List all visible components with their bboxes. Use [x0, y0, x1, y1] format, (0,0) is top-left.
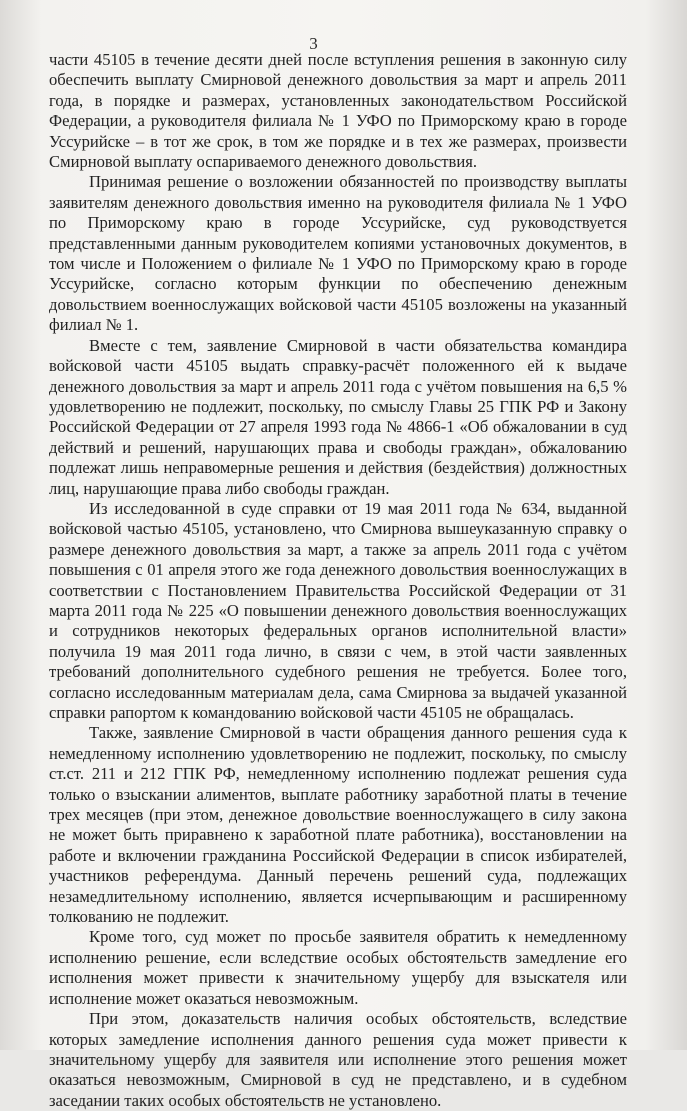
document-body	[49, 50, 627, 1111]
paragraph: Кроме того, суд может по просьбе заявителя обратить к немедленному исполнению решение, если вследствие особых обстоятельств замедление его исполнения может привести к значительному ущербу для взыскателя или исполнение может оказаться невозможным.	[49, 927, 627, 1008]
paragraph: Принимая решение о возложении обязанностей по производству выплаты заявителям денежного довольствия именно на руководителя филиала № 1 УФО по Приморскому краю в городе Уссурийске, суд руководствуется представленными данным руководителем копиями установочных документов, в том числе и Положением о филиале № 1 УФО по Приморскому краю в городе Уссурийске, согласно которым функции по обеспечению денежным довольствием военнослужащих войсковой части 45105 возложены на указанный филиал № 1.	[49, 172, 627, 335]
paragraph: При этом, доказательств наличия особых обстоятельств, вследствие которых замедление исполнения данного решения суда может привести к значительному ущербу для заявителя или исполнение этого решения может оказаться невозможным, Смирновой в суд не представлено, и в судебном заседании таких особых обстоятельств не установлено.	[49, 1009, 627, 1110]
paragraph: части 45105 в течение десяти дней после вступления решения в законную силу обеспечить выплату Смирновой денежного довольствия за март и апрель 2011 года, в порядке и размерах, установленных законодательством Российской Федерации, а руководителя филиала № 1 УФО по Приморскому краю в городе Уссурийске – в тот же срок, в том же порядке и в тех же размерах, произвести Смирновой выплату оспариваемого денежного довольствия.	[49, 50, 627, 172]
paragraph: Вместе с тем, заявление Смирновой в части обязательства командира войсковой части 45105 выдать справку-расчёт положенного ей к выдаче денежного довольствия за март и апрель 2011 года с учётом повышения на 6,5 % удовлетворению не подлежит, поскольку, по смыслу Главы 25 ГПК РФ и Закону Российской Федерации от 27 апреля 1993 года № 4866-1 «Об обжаловании в суд действий и решений, нарушающих права и свободы граждан», обжалованию подлежат лишь неправомерные решения и действия (бездействия) должностных лиц, нарушающие права либо свободы граждан.	[49, 335, 627, 498]
paragraph: Также, заявление Смирновой в части обращения данного решения суда к немедленному исполнению удовлетворению не подлежит, поскольку, по смыслу ст.ст. 211 и 212 ГПК РФ, немедленному исполнению подлежат решения суда только о взыскании алиментов, выплате работнику заработной платы в течение трех месяцев (при этом, денежное довольствие военнослужащего в силу закона не может быть приравнено к заработной плате работника), восстановлении на работе и включении гражданина Российской Федерации в список избирателей, участников референдума. Данный перечень решений суда, подлежащих незамедлительному исполнению, является исчерпывающим и расширенному толкованию не подлежит.	[49, 723, 627, 927]
paragraph: Из исследованной в суде справки от 19 мая 2011 года № 634, выданной войсковой частью 45105, установлено, что Смирнова вышеуказанную справку о размере денежного довольствия за март, а также за апрель 2011 года с учётом повышения с 01 апреля этого же года денежного довольствия военнослужащих в соответствии с Постановлением Правительства Российской Федерации от 31 марта 2011 года № 225 «О повышении денежного довольствия военнослужащих и сотрудников некоторых федеральных органов исполнительной власти» получила 19 мая 2011 года лично, в связи с чем, в этой части заявленных требований дополнительного судебного решения не требуется. Более того, согласно исследованным материалам дела, сама Смирнова за выдачей указанной справки рапортом к командованию войсковой части 45105 не обращалась.	[49, 498, 627, 722]
page-number: 3	[309, 34, 318, 53]
